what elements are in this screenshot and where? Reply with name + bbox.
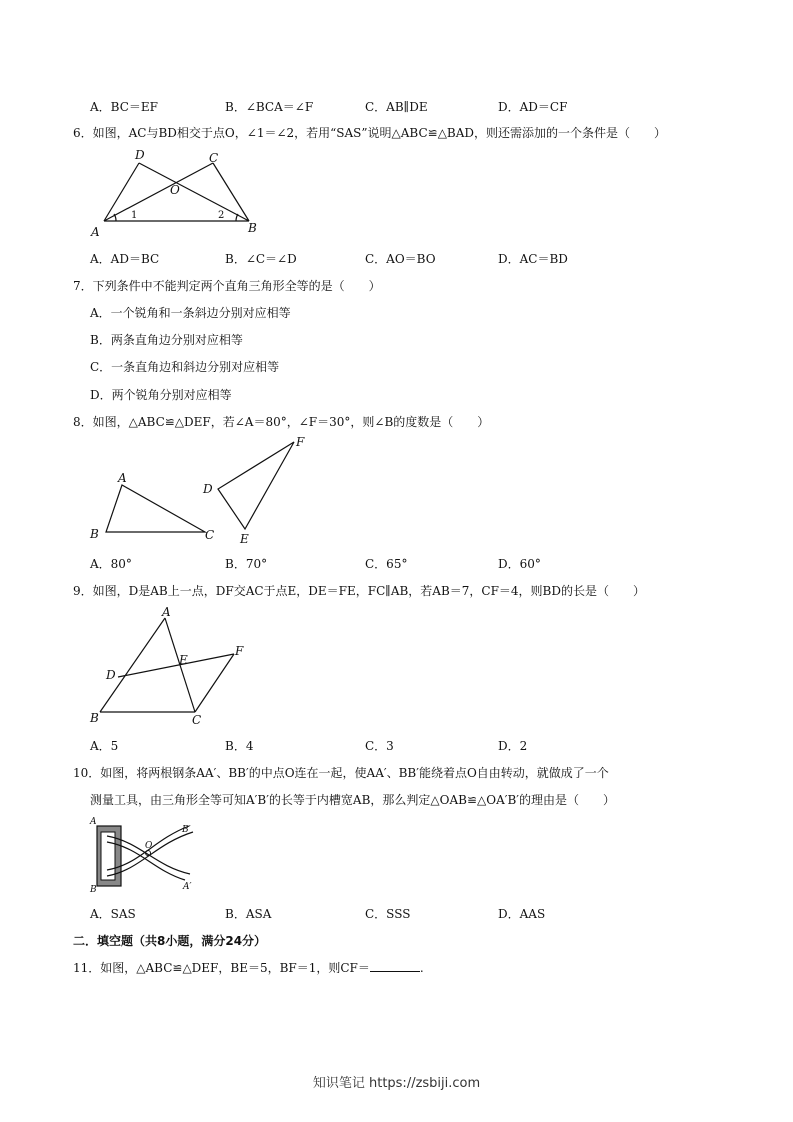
q9-label-d: D [106, 668, 116, 682]
q6-text: 6．如图，AC与BD相交于点O，∠1＝∠2，若用“SAS”说明△ABC≌△BAD，则还需添加的一个条件是（ ） [73, 126, 667, 140]
q6-label-2: 2 [218, 210, 225, 221]
q7-option-b: B．两条直角边分别对应相等 [90, 333, 243, 347]
q9-label-e: E [179, 653, 188, 667]
q10-option-c: C．SSS [365, 907, 411, 921]
q8-label-e: E [240, 532, 249, 546]
q9-label-c: C [192, 713, 202, 727]
q7-text: 7．下列条件中不能判定两个直角三角形全等的是（ ） [73, 279, 381, 293]
q6-label-1: 1 [131, 210, 138, 221]
q8-figure [85, 432, 325, 550]
q10-label-o: O [145, 841, 153, 851]
q10-option-b: B．ASA [225, 907, 272, 921]
q8-option-a: A．80° [90, 557, 132, 571]
q11-text: 11．如图，△ABC≌△DEF，BE＝5，BF＝1，则CF＝ [73, 961, 370, 975]
q6-label-a: A [91, 225, 100, 239]
q6-figure [85, 148, 265, 243]
q11-end: . [419, 961, 424, 975]
q8-option-b: B．70° [225, 557, 268, 571]
q9-option-a: A．5 [90, 739, 119, 753]
q10-label-b-prime: B′ [182, 825, 191, 835]
q7-option-d: D．两个锐角分别对应相等 [90, 388, 232, 402]
q6-label-d: D [135, 148, 145, 162]
q8-label-d: D [203, 482, 213, 496]
q10-label-a-prime: A′ [183, 882, 192, 892]
q8-label-a: A [118, 471, 127, 485]
q8-label-b: B [90, 527, 99, 541]
q6-label-o: O [170, 183, 180, 197]
q10-option-d: D．AAS [498, 907, 546, 921]
q9-text: 9．如图，D是AB上一点，DF交AC于点E，DE＝FE，FC∥AB，若AB＝7，CF＝4，则BD的长是（ ） [73, 584, 646, 598]
q9-option-d: D．2 [498, 739, 528, 753]
q5-option-a: A．BC＝EF [90, 100, 158, 114]
section-2-heading: 二．填空题（共8小题，满分24分） [73, 934, 267, 948]
q9-figure [85, 604, 255, 729]
q8-option-c: C．65° [365, 557, 408, 571]
q8-option-d: D．60° [498, 557, 541, 571]
q9-option-c: C．3 [365, 739, 394, 753]
q11 [73, 959, 424, 976]
q9-label-b: B [90, 711, 99, 725]
q10-text-line1: 10．如图，将两根钢条AA′、BB′的中点O连在一起，使AA′、BB′能绕着点O自由转动，就做成了一个 [73, 766, 609, 780]
page-footer-watermark: 知识笔记 https://zsbiji.com [312, 1076, 481, 1091]
q8-label-c: C [205, 528, 215, 542]
q9-label-f: F [235, 644, 244, 658]
q9-option-b: B．4 [225, 739, 254, 753]
q10-option-a: A．SAS [90, 907, 136, 921]
q7-option-a: A．一个锐角和一条斜边分别对应相等 [90, 306, 291, 320]
q10-label-b: B [90, 885, 97, 895]
q10-label-a: A [90, 817, 97, 827]
q6-option-d: D．AC＝BD [498, 252, 568, 266]
q6-label-c: C [209, 151, 219, 165]
q6-option-a: A．AD＝BC [90, 252, 160, 266]
q8-text: 8．如图，△ABC≌△DEF，若∠A＝80°，∠F＝30°，则∠B的度数是（ ） [73, 415, 490, 429]
q6-option-c: C．AO＝BO [365, 252, 436, 266]
q11-answer-blank[interactable] [370, 961, 420, 972]
q10-figure [85, 814, 215, 894]
q5-option-d: D．AD＝CF [498, 100, 568, 114]
q8-label-f: F [296, 435, 305, 449]
q7-option-c: C．一条直角边和斜边分别对应相等 [90, 360, 280, 374]
q9-label-a: A [162, 605, 171, 619]
q10-text-line2: 测量工具，由三角形全等可知A′B′的长等于内槽宽AB，那么判定△OAB≌△OA′B′的理由是（ ） [90, 793, 616, 807]
q5-option-b: B．∠BCA＝∠F [225, 100, 314, 114]
q6-option-b: B．∠C＝∠D [225, 252, 297, 266]
q5-option-c: C．AB∥DE [365, 100, 428, 114]
q6-label-b: B [248, 221, 257, 235]
